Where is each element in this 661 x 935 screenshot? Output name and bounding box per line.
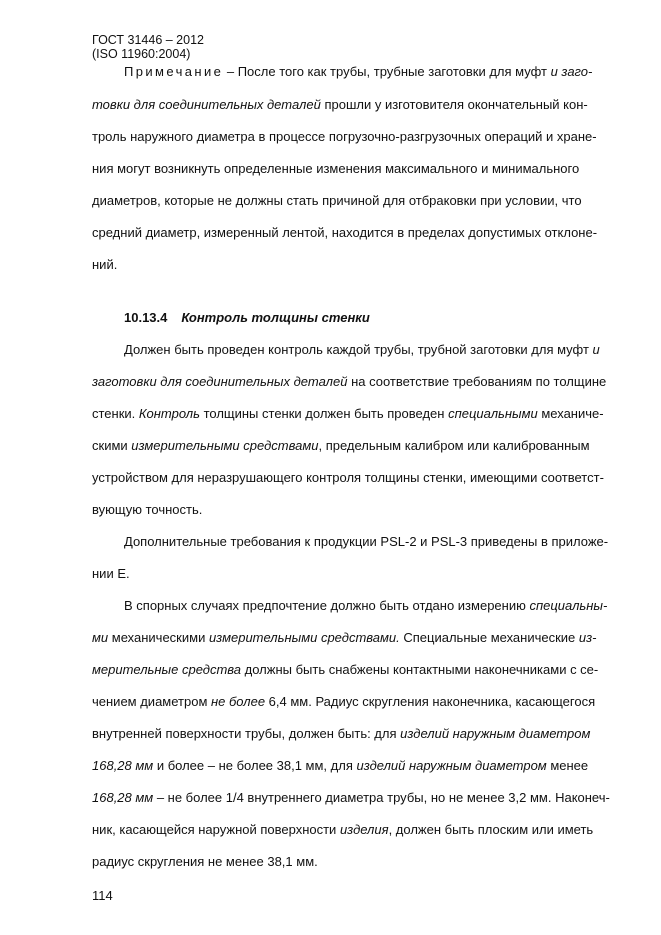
p1-line-2: заготовки для соединительных деталей на соответствие требованиям по толщине [92,374,607,389]
p1-line-4: скими измерительными средствами, предельным калибром или калиброванным [92,438,590,453]
note-line-3: троль наружного диаметра в процессе погрузочно-разгрузочных операций и хране- [92,129,597,144]
section-number: 10.13.4 [124,310,168,325]
standard-designation: ГОСТ 31446 – 2012 [92,33,204,47]
note-line-2: товки для соединительных деталей прошли у изготовителя окончательный кон- [92,97,588,112]
p3-line-9: радиус скругления не менее 38,1 мм. [92,854,318,869]
note-line-1: Примечание – После того как трубы, трубные заготовки для муфт и заго- [124,64,593,79]
p3-line-8: ник, касающейся наружной поверхности изделия, должен быть плоским или иметь [92,822,594,837]
note-label: Примечание [124,64,224,79]
p3-line-6: 168,28 мм и более – не более 38,1 мм, для изделий наружным диаметром менее [92,758,589,773]
note-line-6: средний диаметр, измеренный лентой, находится в пределах допустимых отклоне- [92,225,598,240]
note-line-4: ния могут возникнуть определенные изменения максимального и минимального [92,161,580,176]
page-number: 114 [92,888,113,903]
p3-line-2: ми механическими измерительными средствами. Специальные механические из- [92,630,597,645]
section-heading [124,310,370,326]
p2-line-2: нии Е. [92,566,130,581]
note-line-7: ний. [92,257,118,272]
note-line-5: диаметров, которые не должны стать причиной для отбраковки при условии, что [92,193,582,208]
p1-line-1: Должен быть проведен контроль каждой трубы, трубной заготовки для муфт и [124,342,600,357]
p3-line-7: 168,28 мм – не более 1/4 внутреннего диаметра трубы, но не менее 3,2 мм. Наконеч- [92,790,610,805]
p3-line-3: мерительные средства должны быть снабжены контактными наконечниками с се- [92,662,599,677]
p1-line-5: устройством для неразрушающего контроля толщины стенки, имеющими соответст- [92,470,604,485]
section-title: Контроль толщины стенки [181,310,370,325]
p1-line-3: стенки. Контроль толщины стенки должен быть проведен специальными механиче- [92,406,604,421]
iso-reference: (ISO 11960:2004) [92,47,191,61]
p3-line-5: внутренней поверхности трубы, должен быть: для изделий наружным диаметром [92,726,591,741]
p2-line-1: Дополнительные требования к продукции PSL-2 и PSL-3 приведены в приложе- [124,534,609,549]
p1-line-6: вующую точность. [92,502,203,517]
p3-line-1: В спорных случаях предпочтение должно быть отдано измерению специальны- [124,598,608,613]
p3-line-4: чением диаметром не более 6,4 мм. Радиус скругления наконечника, касающегося [92,694,596,709]
